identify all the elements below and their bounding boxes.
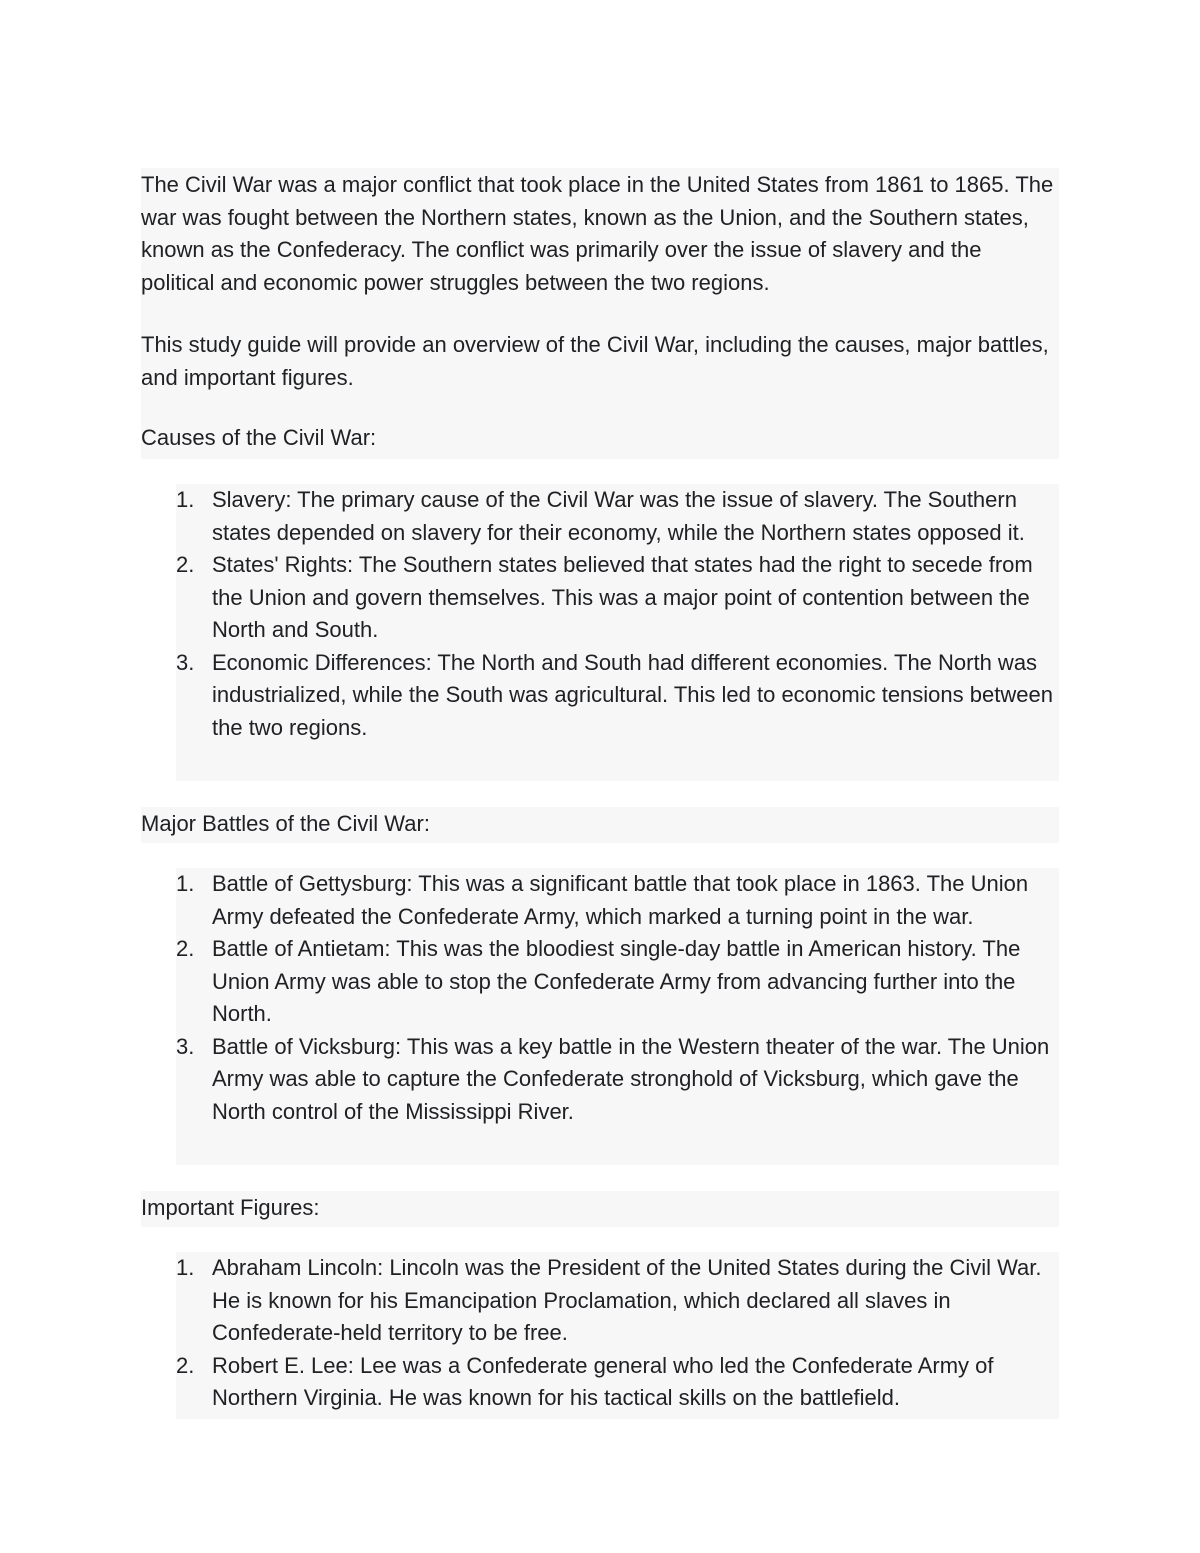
causes-heading: Causes of the Civil War: bbox=[141, 425, 377, 450]
list-number: 1. bbox=[176, 1255, 195, 1280]
list-item bbox=[176, 933, 1059, 1031]
list-number: 1. bbox=[176, 871, 195, 896]
list-item-text: States' Rights: The Southern states believed that states had the right to secede from the Union and govern themselves. This was a major point of contention between the North and South. bbox=[212, 552, 1033, 642]
list-item bbox=[176, 549, 1059, 647]
list-item-text: Slavery: The primary cause of the Civil War was the issue of slavery. The Southern states depended on slavery for their economy, while the Northern states opposed it. bbox=[212, 487, 1025, 545]
battles-list bbox=[176, 868, 1059, 1165]
intro-section bbox=[141, 168, 1059, 459]
list-item-text: Robert E. Lee: Lee was a Confederate general who led the Confederate Army of Northern Virginia. He was known for his tactical skills on the battlefield. bbox=[212, 1352, 994, 1410]
overview-paragraph: This study guide will provide an overview of the Civil War, including the causes, major battles, and important figures. bbox=[141, 332, 1049, 390]
list-number: 1. bbox=[176, 487, 195, 512]
list-item bbox=[176, 1350, 1059, 1415]
battles-heading-section bbox=[141, 807, 1059, 843]
list-number: 2. bbox=[176, 1352, 195, 1378]
list-item bbox=[176, 1252, 1059, 1350]
list-number: 2. bbox=[176, 552, 195, 577]
list-item bbox=[176, 1031, 1059, 1129]
figures-list bbox=[176, 1252, 1059, 1419]
figures-heading-section bbox=[141, 1191, 1059, 1227]
list-item bbox=[176, 647, 1059, 745]
battles-heading: Major Battles of the Civil War: bbox=[141, 811, 430, 836]
list-item-text: Economic Differences: The North and South had different economies. The North was industrialized, while the South was agricultural. This led to economic tensions between the two regions. bbox=[212, 649, 1053, 740]
list-number: 3. bbox=[176, 1033, 195, 1059]
list-item bbox=[176, 484, 1059, 549]
list-item bbox=[176, 868, 1059, 933]
list-item-text: Battle of Vicksburg: This was a key battle in the Western theater of the war. The Union Army was able to capture the Confederate stronghold of Vicksburg, which gave the North control of the Mississippi River. bbox=[212, 1033, 1050, 1124]
figures-heading: Important Figures: bbox=[141, 1195, 320, 1220]
list-number: 3. bbox=[176, 649, 195, 675]
list-item-text: Battle of Antietam: This was the bloodiest single-day battle in American history. The Union Army was able to stop the Confederate Army from advancing further into the North. bbox=[212, 936, 1021, 1026]
list-item-text: Abraham Lincoln: Lincoln was the President of the United States during the Civil War. He is known for his Emancipation Proclamation, which declared all slaves in Confederate-held territory to be free. bbox=[212, 1255, 1042, 1345]
list-number: 2. bbox=[176, 936, 195, 961]
intro-paragraph: The Civil War was a major conflict that took place in the United States from 1861 to 1865. The war was fought between the Northern states, known as the Union, and the Southern states, known as the Confederacy. The conflict was primarily over the issue of slavery and the political and economic power struggles between the two regions. bbox=[141, 172, 1054, 295]
causes-list bbox=[176, 484, 1059, 781]
list-item-text: Battle of Gettysburg: This was a significant battle that took place in 1863. The Union Army defeated the Confederate Army, which marked a turning point in the war. bbox=[212, 871, 1029, 929]
